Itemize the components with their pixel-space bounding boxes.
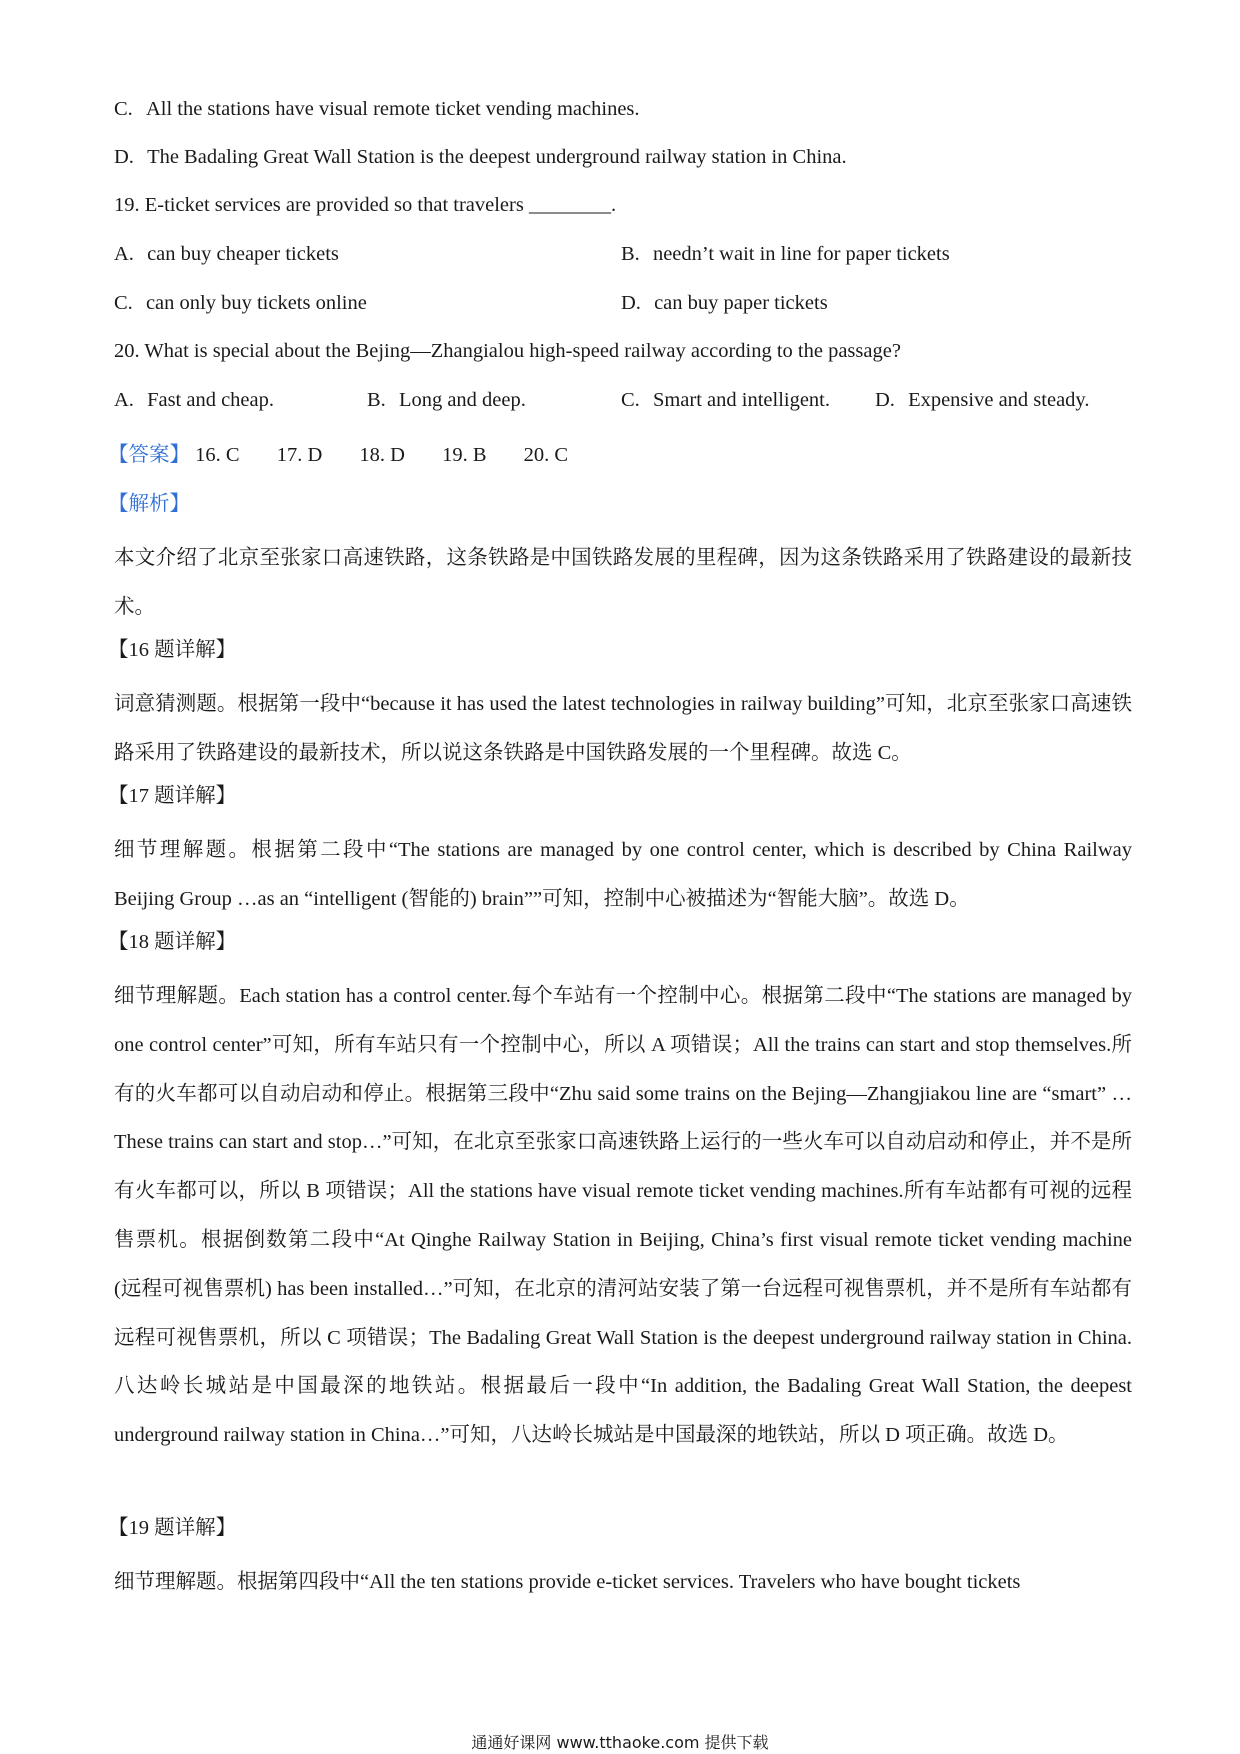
answer-item: 17. D bbox=[276, 444, 323, 466]
option-text: Long and deep. bbox=[398, 389, 526, 411]
q18-option-d bbox=[114, 146, 847, 169]
answer-item: 18. D bbox=[359, 444, 405, 466]
option-text: can only buy tickets online bbox=[145, 292, 367, 314]
q20-option-c bbox=[621, 389, 830, 412]
option-label: B. bbox=[621, 243, 640, 265]
option-text: The Badaling Great Wall Station is the deepest underground railway station in China. bbox=[147, 146, 847, 168]
answer-item: 19. B bbox=[442, 444, 487, 466]
q16-detail-heading: 【16 题详解】 bbox=[108, 639, 237, 661]
answer-tag: 【答案】 bbox=[108, 444, 190, 466]
option-text: can buy paper tickets bbox=[654, 292, 828, 314]
q16-detail-text: 词意猜测题。根据第一段中“because it has used the latest technologies in railway building”可知，北京至张家口高速铁路采用了铁路建设的最新技术，所以说这条铁路是中国铁路发展的一个里程碑。故选 C。 bbox=[114, 693, 1132, 764]
option-label: C. bbox=[621, 389, 640, 411]
option-text: needn’t wait in line for paper tickets bbox=[652, 243, 950, 265]
option-text: Fast and cheap. bbox=[147, 389, 275, 411]
analysis-tag: 【解析】 bbox=[108, 493, 190, 515]
q19-option-d bbox=[621, 292, 828, 315]
q19-detail-text: 细节理解题。根据第四段中“All the ten stations provide e-ticket services. Travelers who have bought tickets bbox=[114, 1571, 1021, 1593]
option-label: D. bbox=[621, 292, 641, 314]
q19-option-b bbox=[621, 243, 950, 266]
answer-item: 16. C bbox=[195, 444, 240, 466]
answer-line bbox=[108, 437, 600, 467]
q17-detail-text: 细节理解题。根据第二段中“The stations are managed by one control center, which is described by China Railway Beijing Group …as an “intelligent (智能的) brain””可知，控制中心被描述为“智能大脑”。故选 D。 bbox=[114, 839, 1132, 910]
q18-option-c bbox=[114, 98, 640, 121]
option-label: C. bbox=[114, 98, 133, 120]
q18-detail-text: 细节理解题。Each station has a control center.每个车站有一个控制中心。根据第二段中“The stations are managed by one control center”可知，所有车站只有一个控制中心，所以 A 项错误；All the trains can start and stop themselves.所有的火车都可以自动启动和停止。根据第三段中“Zhu said some trains on the Bejing—Zhangjiakou line are “smart” …These trains can start and stop…”可知，在北京至张家口高速铁路上运行的一些火车可以自动启动和停止，并不是所有火车都可以，所以 B 项错误；All the stations have visual remote ticket vending machines.所有车站都有可视的远程售票机。根据倒数第二段中“At Qinghe Railway Station in Beijing, China’s first visual remote ticket vending machine (远程可视售票机) has been installed…”可知，在北京的清河站安装了第一台远程可视售票机，并不是所有车站都有远程可视售票机，所以 C 项错误；The Badaling Great Wall Station is the deepest underground railway station in China.八达岭长城站是中国最深的地铁站。根据最后一段中“In addition, the Badaling Great Wall Station, the deepest underground railway station in China…”可知，八达岭长城站是中国最深的地铁站，所以 D 项正确。故选 D。 bbox=[114, 985, 1132, 1447]
option-label: A. bbox=[114, 243, 134, 265]
q19-option-a bbox=[114, 243, 339, 266]
analysis-text: 本文介绍了北京至张家口高速铁路，这条铁路是中国铁路发展的里程碑，因为这条铁路采用了铁路建设的最新技术。 bbox=[114, 547, 1132, 618]
option-label: D. bbox=[114, 146, 134, 168]
answer-item: 20. C bbox=[523, 444, 569, 466]
option-label: A. bbox=[114, 389, 134, 411]
q17-detail-heading: 【17 题详解】 bbox=[108, 785, 237, 807]
option-label: D. bbox=[875, 389, 895, 411]
page-footer: 通通好课网 www.tthaoke.com 提供下载 bbox=[471, 1733, 769, 1752]
q20-stem: 20. What is special about the Bejing—Zhangialou high-speed railway according to the passage? bbox=[114, 340, 901, 362]
option-text: Smart and intelligent. bbox=[652, 389, 831, 411]
option-label: B. bbox=[367, 389, 386, 411]
q19-option-c bbox=[114, 292, 367, 315]
q20-option-b bbox=[367, 389, 526, 412]
option-text: can buy cheaper tickets bbox=[147, 243, 339, 265]
q20-option-a bbox=[114, 389, 274, 412]
q19-stem: 19. E-ticket services are provided so that travelers ________. bbox=[114, 194, 617, 216]
q18-detail-heading: 【18 题详解】 bbox=[108, 931, 237, 953]
q19-detail-heading: 【19 题详解】 bbox=[108, 1517, 237, 1539]
option-text: Expensive and steady. bbox=[908, 389, 1090, 411]
option-text: All the stations have visual remote ticket vending machines. bbox=[145, 98, 640, 120]
option-label: C. bbox=[114, 292, 133, 314]
q20-option-d bbox=[875, 389, 1089, 412]
